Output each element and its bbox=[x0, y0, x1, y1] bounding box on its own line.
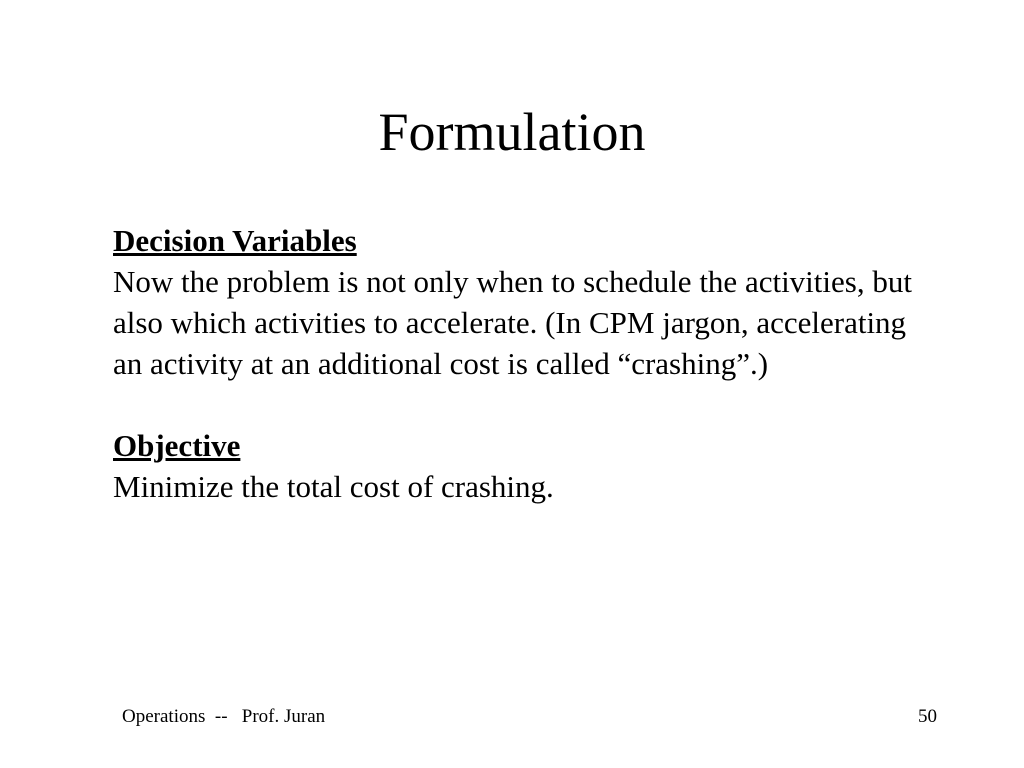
page-number: 50 bbox=[918, 706, 937, 727]
section-body: Now the problem is not only when to schedule the activities, but also which activities to accelerate. (In CPM jargon, accelerating an activity at an additional cost is called “crashing”.) bbox=[113, 264, 912, 381]
section-decision-variables bbox=[113, 220, 933, 384]
slide-title: Formulation bbox=[378, 102, 646, 162]
section-heading: Objective bbox=[113, 428, 241, 463]
footer-text: Operations -- Prof. Juran bbox=[122, 706, 326, 727]
section-objective bbox=[113, 425, 933, 507]
section-heading: Decision Variables bbox=[113, 223, 357, 258]
section-body: Minimize the total cost of crashing. bbox=[113, 469, 554, 504]
section-spacer bbox=[113, 384, 933, 425]
slide-content bbox=[113, 220, 933, 507]
